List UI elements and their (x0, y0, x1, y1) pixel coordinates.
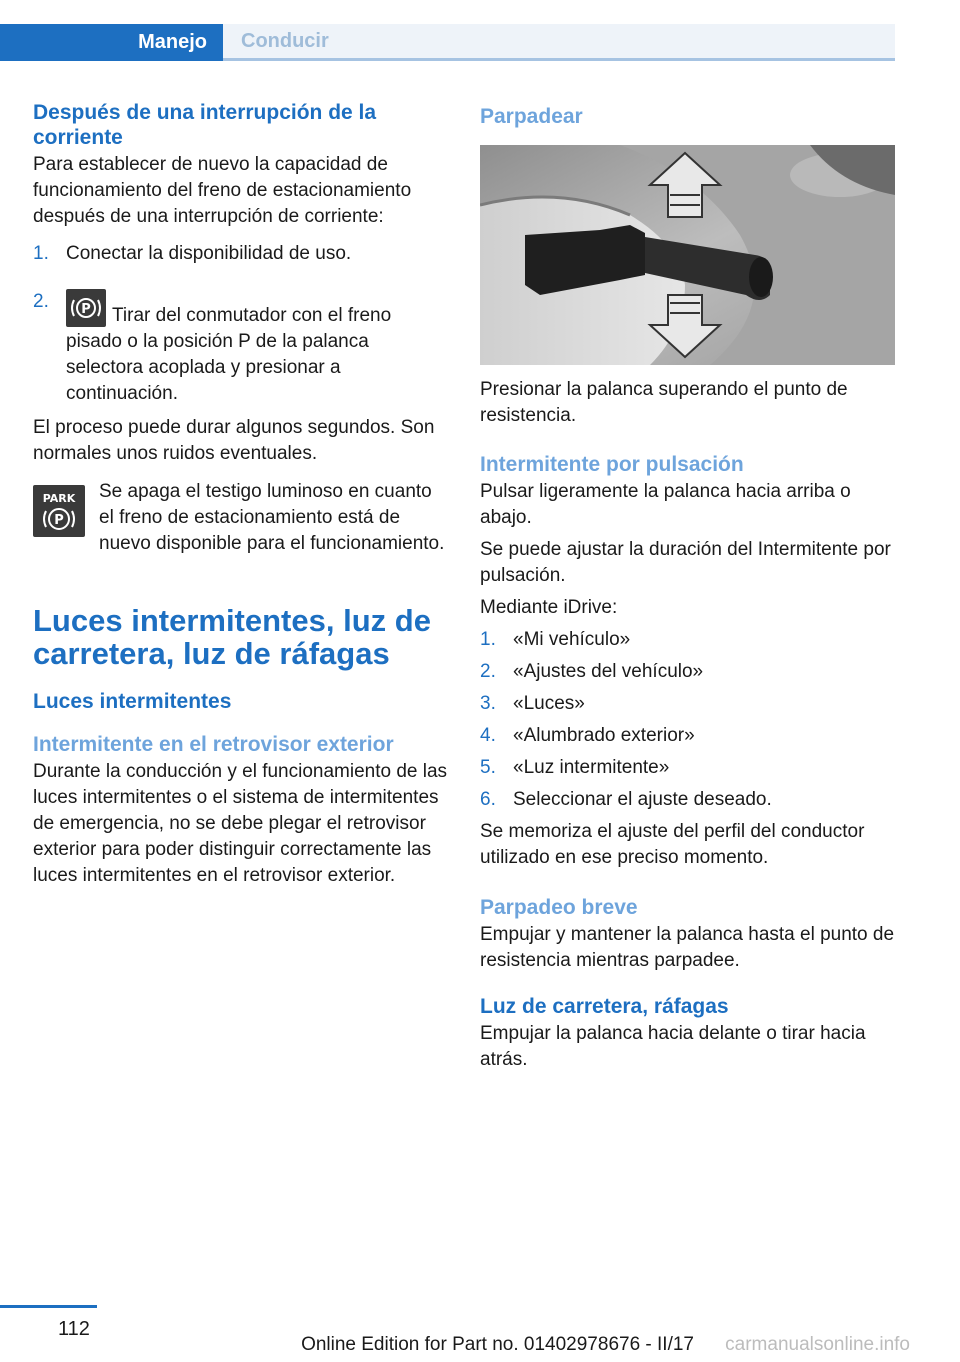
brief-title: Parpadeo breve (480, 896, 638, 919)
section-title-power-interruption: Después de una interrupción de la corriente (33, 101, 377, 149)
list-item (480, 627, 895, 653)
svg-text:P: P (81, 302, 91, 317)
tap-text-2: Se puede ajustar la duración del Intermitente por pulsación. (480, 539, 891, 586)
page-number: 112 (58, 1318, 90, 1340)
list-item (33, 289, 448, 407)
step-number: 2. (33, 291, 49, 312)
step-text: «Luces» (513, 693, 585, 714)
section-intro: Para establecer de nuevo la capacidad de funcionamiento del freno de estacionamiento después de una interrupción de corriente: (33, 154, 412, 227)
step-text: «Ajustes del vehículo» (513, 661, 704, 682)
header-tabs (0, 24, 895, 61)
list-item (480, 755, 895, 781)
park-note-text: Se apaga el testigo luminoso en cuanto el freno de estacionamiento está de nuevo disponible para el funcionamiento. (99, 481, 445, 554)
watermark: carmanualsonline.info (725, 1334, 910, 1355)
right-column (480, 100, 895, 1073)
tap-text-3: Mediante iDrive: (480, 597, 618, 618)
tab-conducir[interactable]: Conducir (223, 24, 895, 61)
blink-title: Parpadear (480, 105, 583, 128)
list-item (480, 787, 895, 813)
list-item (480, 659, 895, 685)
parking-brake-switch-icon (66, 289, 106, 327)
tap-text-4: Se memoriza el ajuste del perfil del conductor utilizado en ese preciso momento. (480, 821, 865, 868)
high-beam-text: Empujar la palanca hacia delante o tirar hacia atrás. (480, 1023, 866, 1070)
tap-text-1: Pulsar ligeramente la palanca hacia arriba o abajo. (480, 481, 851, 528)
mirror-title: Intermitente en el retrovisor exterior (33, 733, 394, 756)
idrive-steps-list (480, 627, 895, 813)
step-number: 2. (480, 661, 496, 682)
step-number: 6. (480, 789, 496, 810)
step-number: 4. (480, 725, 496, 746)
turn-signal-lever-image (480, 145, 895, 365)
step-text: «Mi vehículo» (513, 629, 631, 650)
step-number: 1. (480, 629, 496, 650)
step-text: Conectar la disponibilidad de uso. (66, 243, 352, 264)
steps-list (33, 241, 448, 407)
step-number: 3. (480, 693, 496, 714)
tab-manejo[interactable]: Manejo (0, 24, 223, 61)
edition-note: Online Edition for Part no. 01402978676 - II/17 (301, 1334, 694, 1355)
svg-text:P: P (54, 513, 64, 528)
tap-title: Intermitente por pulsación (480, 453, 744, 476)
list-item (480, 723, 895, 749)
chapter-title: Luces intermitentes, luz de carretera, luz de ráfagas (33, 603, 431, 671)
step-number: 5. (480, 757, 496, 778)
blink-text: Presionar la palanca superando el punto de resistencia. (480, 379, 848, 426)
step-text: «Alumbrado exterior» (513, 725, 695, 746)
brief-text: Empujar y mantener la palanca hasta el punto de resistencia mientras parpadee. (480, 924, 895, 971)
step-text: Tirar del conmutador con el freno pisado o la posición P de la palanca selectora acoplada y presionar a continuación. (66, 305, 392, 404)
high-beam-title: Luz de carretera, ráfagas (480, 995, 729, 1018)
page-number-rule (0, 1305, 97, 1308)
step-text: «Luz intermitente» (513, 757, 670, 778)
process-note: El proceso puede durar algunos segundos. Son normales unos ruidos eventuales. (33, 417, 435, 464)
list-item (33, 241, 448, 267)
step-number: 1. (33, 243, 49, 264)
step-text: Seleccionar el ajuste deseado. (513, 789, 772, 810)
subsection-title: Luces intermitentes (33, 690, 232, 713)
left-column (33, 100, 448, 889)
mirror-text: Durante la conducción y el funcionamiento de las luces intermitentes o el sistema de intermitentes de emergencia, no se debe plegar el retrovisor exterior para poder distinguir correctamente las luces intermitentes en el retrovisor exterior. (33, 761, 448, 886)
park-indicator-note (33, 479, 448, 557)
park-indicator-icon (33, 485, 85, 537)
park-icon-label: PARK (42, 492, 76, 505)
list-item (480, 691, 895, 717)
